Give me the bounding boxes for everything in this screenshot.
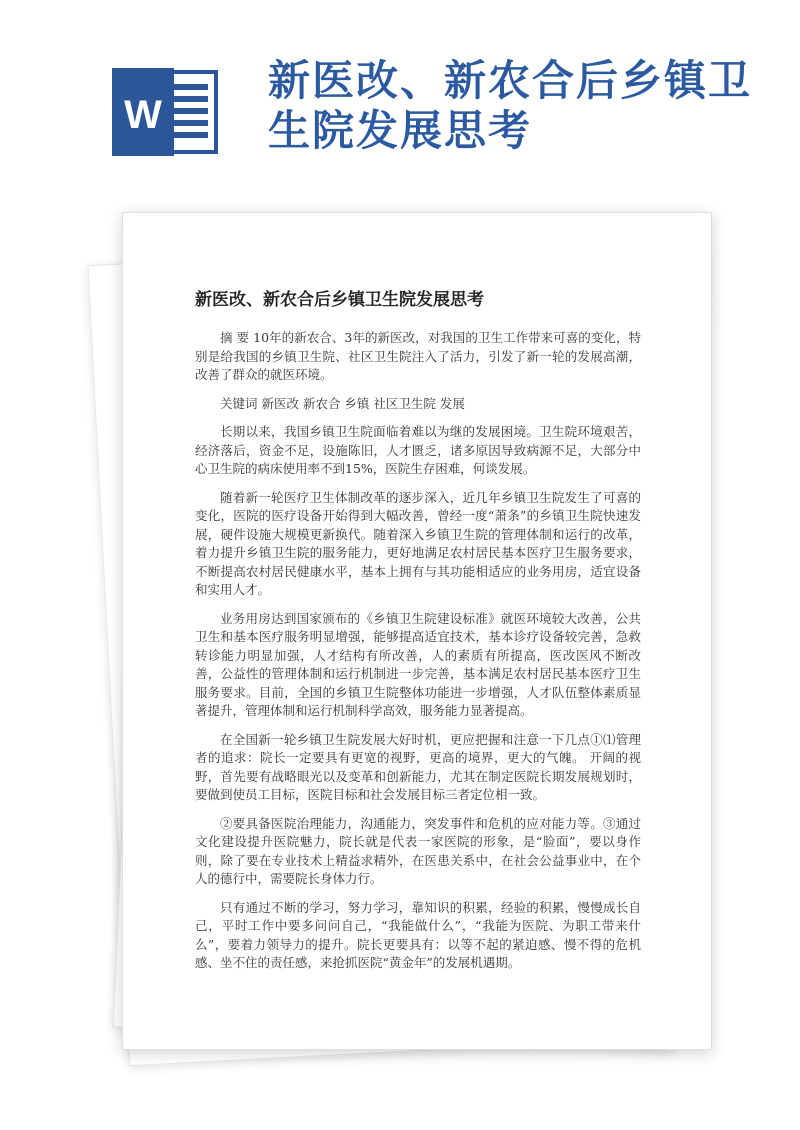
document-title: 新医改、新农合后乡镇卫生院发展思考	[195, 290, 484, 310]
body-paragraph: 在全国新一轮乡镇卫生院发展大好时机，更应把握和注意一下几点①⑴管理者的追求：院长一定要具有更宽的视野，更高的境界，更大的气魄。 开阔的视野，首先要有战略眼光以及变革和创新能力，尤其在制定医院长期发展规划时，要做到使员工目标，医院目标和社会发展目标三者定位相一致。	[195, 731, 641, 802]
body-paragraph: ②要具备医院治理能力，沟通能力，突发事件和危机的应对能力等。③通过文化建设提升医院魅力，院长就是代表一家医院的形象，是“脸面”，要以身作则，除了要在专业技术上精益求精外，在医患关系中，在社会公益事业中，在个人的德行中，需要院长身体力行。	[195, 815, 641, 886]
body-paragraph: 业务用房达到国家颁布的《乡镇卫生院建设标准》就医环境较大改善，公共卫生和基本医疗服务明显增强，能够提高适宜技术，基本诊疗设备较完善，急救转诊能力明显加强，人才结构有所改善，人的素质有所提高，医改医风不断改善，公益性的管理体制和运行机制进一步完善，基本满足农村居民基本医疗卫生服务要求。目前，全国的乡镇卫生院整体功能进一步增强，人才队伍整体素质显著提升，管理体制和运行机制科学高效，服务能力显著提高。	[195, 610, 641, 718]
keywords-paragraph: 关键词 新医改 新农合 乡镇 社区卫生院 发展	[220, 395, 465, 411]
word-icon	[110, 62, 222, 162]
header-title: 新医改、新农合后乡镇卫生院发展思考	[268, 56, 753, 155]
abstract-paragraph: 摘 要 10年的新农合、3年的新医改，对我国的卫生工作带来可喜的变化，特别是给我国的乡镇卫生院、社区卫生院注入了活力，引发了新一轮的发展高潮，改善了群众的就医环境。	[195, 330, 641, 382]
word-icon-letter: W	[124, 93, 162, 137]
document-page	[122, 212, 712, 1050]
header-banner	[0, 0, 800, 190]
body-paragraph: 只有通过不断的学习，努力学习，靠知识的积累，经验的积累，慢慢成长自己，平时工作中要多问问自己，“我能做什么”，“我能为医院、为职工带来什么”，要着力领导力的提升。院长更要具有：以等不起的紧迫感、慢不得的危机感、坐不住的责任感，来抢抓医院“黄金年”的发展机遇期。	[195, 899, 641, 970]
document-body	[195, 329, 641, 983]
body-paragraph: 随着新一轮医疗卫生体制改革的逐步深入，近几年乡镇卫生院发生了可喜的变化，医院的医疗设备开始得到大幅改善，曾经一度“萧条”的乡镇卫生院快速发展，硬件设施大规模更新换代。随着深入乡镇卫生院的管理体制和运行的改革，着力提升乡镇卫生院的服务能力，更好地满足农村居民基本医疗卫生服务要求，不断提高农村居民健康水平，基本上拥有与其功能相适应的业务用房，适宜设备和实用人才。	[195, 489, 641, 597]
body-paragraph: 长期以来，我国乡镇卫生院面临着难以为继的发展困境。卫生院环境艰苦，经济落后，资金不足，设施陈旧，人才匮乏，诸多原因导致病源不足，大部分中心卫生院的病床使用率不到15%，医院生存困难，何谈发展。	[195, 424, 641, 476]
